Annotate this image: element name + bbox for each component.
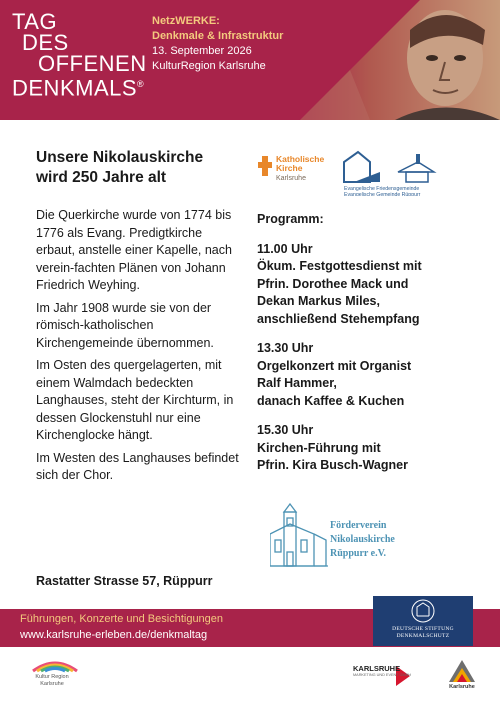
event-line: Pfrin. Kira Busch-Wagner [257, 458, 408, 472]
main-heading [36, 148, 203, 188]
footer-url[interactable]: www.karlsruhe-erleben.de/denkmaltag [20, 629, 208, 641]
event-region: KulturRegion Karlsruhe [152, 60, 266, 72]
event-line: anschließend Stehempfang [257, 311, 420, 326]
evangelische-gemeinde-logo-icon [344, 152, 434, 196]
paragraph: Im Osten des quergelagerten, mit einem Walmdach bedeckten Langhauses, steht der Kirchturm, in dessen Glockenstuhl nur eine Kirchenglocke hängt. [36, 358, 234, 442]
paragraph: Im Jahr 1908 wurde sie von der römisch-katholischen Kirchengemeinde übernommen. [36, 300, 214, 350]
dsd-line-1: DEUTSCHE STIFTUNG [392, 626, 454, 632]
evang-line-2: Evangelische Gemeinde Rüppurr [344, 192, 421, 196]
deutsche-stiftung-denkmalschutz-logo [373, 596, 473, 646]
foerder-line-1: Förderverein [330, 520, 387, 531]
evang-line-1: Evangelische Friedensgemeinde [344, 186, 420, 192]
heading-line-2: wird 250 Jahre alt [36, 169, 167, 186]
event-time: 13.30 Uhr [257, 341, 314, 355]
program-event [257, 340, 477, 410]
church-description [36, 207, 241, 490]
paragraph: Im Westen des Langhauses befindet sich der Chor. [36, 450, 239, 482]
karlsruhe-marketing-label: KARLSRUHE [353, 664, 401, 673]
title-line-3: OFFENEN [38, 51, 147, 76]
dsd-text [373, 626, 473, 640]
title-line-1: TAG [12, 9, 58, 34]
title-line-4-text: DENKMALS [12, 75, 138, 101]
dsd-line-2: DENKMALSCHUTZ [396, 633, 450, 639]
kath-line-2: Kirche [276, 163, 303, 173]
karlsruhe-city-logo-icon [447, 656, 477, 696]
event-title [12, 9, 147, 101]
event-line: Ökum. Festgottesdienst mit [257, 259, 422, 273]
event-date: 13. September 2026 [152, 45, 252, 57]
heading-line-1: Unsere Nikolauskirche [36, 149, 204, 166]
event-time: 15.30 Uhr [257, 423, 314, 437]
foerder-line-3: Rüppurr e.V. [330, 548, 387, 559]
event-line: Orgelkonzert mit Organist [257, 358, 412, 373]
registered-mark: ® [137, 79, 145, 89]
program-section [257, 211, 477, 487]
karlsruhe-city-label: Karlsruhe [449, 684, 475, 690]
event-line: Pfrin. Dorothee Mack und [257, 276, 409, 291]
foerder-line-2: Nikolauskirche [330, 534, 395, 545]
event-info [152, 14, 283, 74]
foerderverein-label [330, 519, 395, 561]
event-line: danach Kaffee & Kuchen [257, 393, 405, 408]
theme-label: Denkmale & Infrastruktur [152, 30, 284, 42]
event-line: Kirchen-Führung mit [257, 440, 381, 455]
brand-label: NetzWERKE: [152, 15, 220, 27]
kulturregion-label [22, 674, 82, 688]
footer-tagline: Führungen, Konzerte und Besichtigungen [20, 613, 224, 625]
event-line: Ralf Hammer, [257, 376, 337, 390]
katholische-kirche-logo-icon [258, 154, 324, 182]
header-banner [0, 0, 500, 120]
title-line-2: DES [22, 30, 69, 55]
kath-line-3: Karlsruhe [276, 175, 306, 182]
title-line-4 [12, 74, 147, 101]
program-title: Programm: [257, 212, 324, 226]
event-line: Dekan Markus Miles, [257, 294, 380, 308]
kultur-line-2: Karlsruhe [40, 681, 64, 687]
program-event [257, 422, 477, 475]
church-logos [258, 148, 488, 196]
kath-line-1: Katholische [276, 154, 325, 164]
paragraph: Die Querkirche wurde von 1774 bis 1776 als Evang. Predigtkirche erbaut, anstelle einer Kapelle, nach verein-fachten Plänen von Johann Friedrich Weyhing. [36, 208, 232, 292]
kultur-line-1: Kultur Region [35, 674, 69, 680]
program-event [257, 241, 477, 329]
event-time: 11.00 Uhr [257, 241, 313, 256]
dsd-emblem-icon [373, 596, 473, 626]
karlsruhe-marketing-sub: MARKETING UND EVENT GMBH [353, 673, 411, 677]
address: Rastatter Strasse 57, Rüppurr [36, 574, 213, 588]
